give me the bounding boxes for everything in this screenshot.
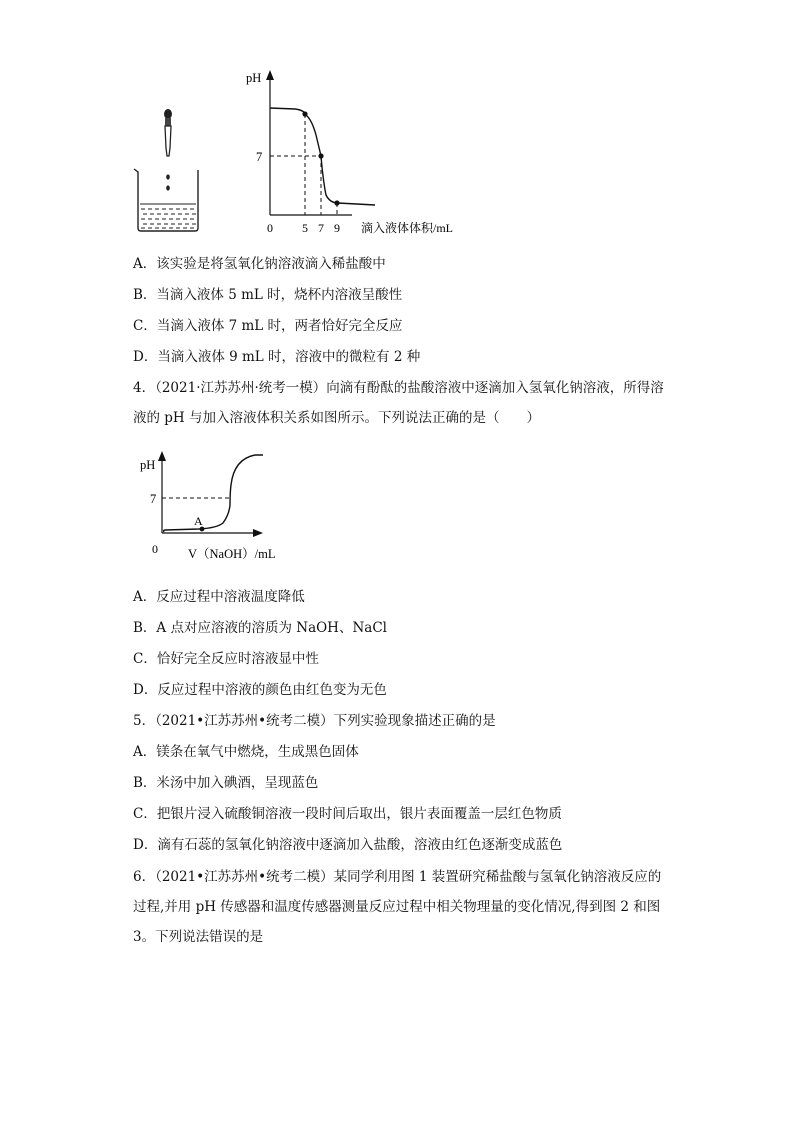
q5-stem: 5．（2021•江苏苏州•统考二模）下列实验现象描述正确的是 [133, 713, 496, 729]
q5-option-a: A．镁条在氧气中燃烧，生成黑色固体 [133, 744, 359, 760]
y-axis-arrow [158, 451, 166, 461]
dropper-bulb [164, 109, 172, 119]
q3-option-d: D．当滴入液体 9 mL 时，溶液中的微粒有 2 种 [133, 349, 421, 365]
point-7ml [318, 153, 323, 158]
drop [166, 185, 170, 190]
point-5ml [302, 111, 307, 116]
beaker-outline [134, 169, 198, 231]
origin-label: 0 [267, 221, 273, 235]
x-tick-7: 7 [318, 221, 324, 235]
q3-option-c: C．当滴入液体 7 mL 时，两者恰好完全反应 [133, 318, 403, 334]
x-tick-5: 5 [302, 221, 308, 235]
liquid-hatching [141, 209, 196, 228]
q5-option-d: D．滴有石蕊的氢氧化钠溶液中逐滴加入盐酸，溶液由红色逐渐变成蓝色 [133, 837, 563, 853]
beaker-dropper-illustration [130, 100, 210, 240]
dashed-guides [270, 114, 337, 215]
x-axis-label: V（NaOH）/mL [188, 547, 276, 561]
q4-ph-curve-figure [135, 445, 305, 565]
q3-ph-curve-figure [240, 60, 480, 240]
y-axis-arrow [266, 70, 274, 80]
q4-option-c: C．恰好完全反应时溶液显中性 [133, 651, 319, 667]
q4-option-a: A．反应过程中溶液温度降低 [133, 589, 305, 605]
q3-option-b: B．当滴入液体 5 mL 时，烧杯内溶液呈酸性 [133, 287, 403, 303]
q5-option-c: C．把银片浸入硫酸铜溶液一段时间后取出，银片表面覆盖一层红色物质 [133, 806, 562, 822]
point-a-label: A [194, 514, 203, 528]
q4-stem: 4．（2021·江苏苏州·统考一模）向滴有酚酞的盐酸溶液中逐滴加入氢氧化钠溶液，所得溶液的 pH 与加入溶液体积关系如图所示。下列说法正确的是（ ） [133, 380, 664, 426]
x-axis-label: 滴入液体体积/mL [361, 221, 453, 235]
ph-curve [164, 455, 263, 532]
origin-label: 0 [152, 542, 158, 556]
y-axis-label: pH [246, 71, 262, 85]
q6-stem: 6．（2021•江苏苏州•统考二模）某同学利用图 1 装置研究稀盐酸与氢氧化钠溶液反应的过程,并用 pH 传感器和温度传感器测量反应过程中相关物理量的变化情况,得到图 2 和图 3。下列说法错误的是 [133, 869, 662, 945]
y-tick-7: 7 [256, 150, 263, 164]
point-9ml [334, 200, 339, 205]
dropper-tube [165, 126, 171, 156]
x-axis-arrow [253, 529, 263, 537]
y-tick-7: 7 [150, 492, 157, 506]
drop [166, 174, 170, 179]
q3-option-a: A．该实验是将氢氧化钠溶液滴入稀盐酸中 [133, 256, 386, 272]
dropper-neck [165, 118, 171, 126]
q5-option-b: B．米汤中加入碘酒，呈现蓝色 [133, 775, 319, 791]
x-tick-9: 9 [334, 221, 340, 235]
q4-option-d: D．反应过程中溶液的颜色由红色变为无色 [133, 682, 387, 698]
y-axis-label: pH [140, 458, 156, 472]
q4-option-b: B．A 点对应溶液的溶质为 NaOH、NaCl [133, 620, 387, 636]
